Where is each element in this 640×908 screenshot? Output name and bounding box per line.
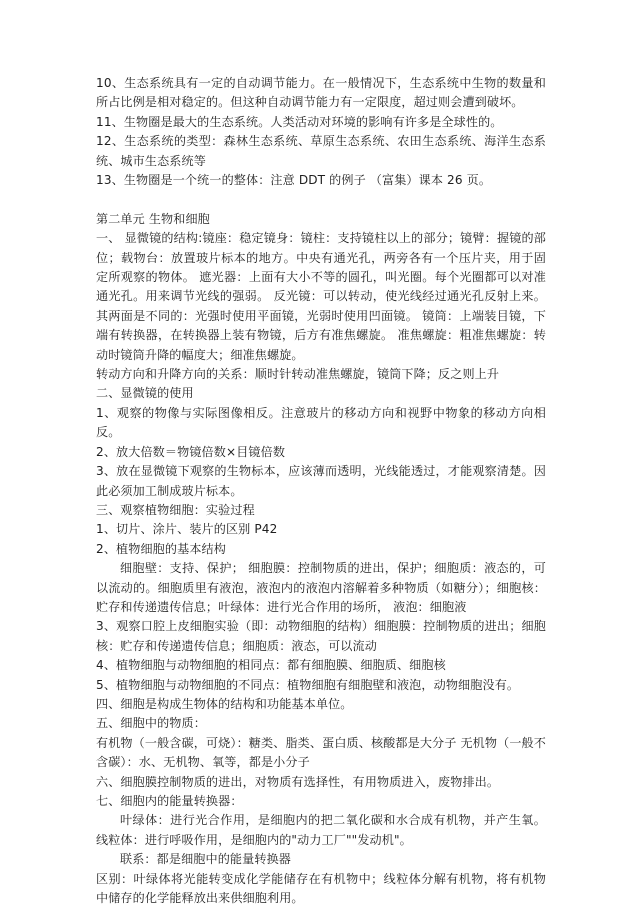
heading-section-two-microscope-use: 二、显微镜的使用 (96, 386, 194, 401)
paragraph-use-item-1: 1、观察的物像与实际图像相反。注意玻片的移动方向和视野中物象的移动方向相反。 (96, 405, 546, 440)
paragraph-plant-item-4: 4、植物细胞与动物细胞的相同点：都有细胞膜、细胞质、细胞核 (96, 658, 446, 673)
paragraph-plant-cell-structure-detail: 细胞壁：支持、保护； 细胞膜：控制物质的进出，保护；细胞质：液态的，可以流动的。细胞质里有液泡，液泡内的液泡内溶解着多种物质（如糖分）；细胞核：贮存和传递遗传信息；叶绿体：进行光合作用的场所， 液泡：细胞液 (96, 561, 546, 614)
paragraph-plant-item-1: 1、切片、涂片、装片的区别 P42 (96, 522, 278, 537)
paragraph-spacer (96, 190, 546, 209)
paragraph-plant-item-2: 2、植物细胞的基本结构 (96, 541, 226, 556)
paragraph-item-12: 12、生态系统的类型：森林生态系统、草原生态系统、农田生态系统、海洋生态系统、城市生态系统等 (96, 134, 546, 168)
paragraph-item-10: 10、生态系统具有一定的自动调节能力。在一般情况下，生态系统中生物的数量和所占比例是相对稳定的。但这种自动调节能力有一定限度，超过则会遭到破坏。 (96, 76, 546, 110)
paragraph-section-four-cell-basic-unit: 四、细胞是构成生物体的结构和功能基本单位。 (96, 696, 353, 711)
paragraph-item-13: 13、生物圈是一个统一的整体：注意 DDT 的例子 （富集）课本 26 页。 (96, 173, 492, 188)
heading-section-seven-energy-converters: 七、细胞内的能量转换器： (96, 794, 243, 809)
heading-section-three-observe-plant-cell: 三、观察植物细胞：实验过程 (96, 502, 255, 517)
paragraph-plant-item-5: 5、植物细胞与动物细胞的不同点：植物细胞有细胞壁和液泡，动物细胞没有。 (96, 677, 520, 692)
heading-section-five-substances-in-cell: 五、细胞中的物质： (96, 716, 206, 731)
paragraph-rotation-direction-relation: 转动方向和升降方向的关系：顺时针转动准焦螺旋，镜筒下降；反之则上升 (96, 367, 500, 382)
paragraph-substances-detail: 有机物（一般含碳，可烧）：糖类、脂类、蛋白质、核酸都是大分子 无机物（一般不含碳）：水、无机物、氧等，都是小分子 (96, 735, 546, 770)
paragraph-plant-item-3: 3、观察口腔上皮细胞实验（即：动物细胞的结构）细胞膜：控制物质的进出；细胞核：贮存和传递遗传信息；细胞质：液态，可以流动 (96, 619, 546, 653)
paragraph-energy-converters-detail: 叶绿体：进行光合作用，是细胞内的把二氧化碳和水合成有机物，并产生氧。 线粒体：进行呼吸作用，是细胞内的"动力工厂""发动机"。 (96, 813, 550, 847)
paragraph-use-item-2: 2、放大倍数＝物镜倍数×目镜倍数 (96, 444, 286, 459)
document-body (96, 74, 550, 908)
paragraph-use-item-3: 3、放在显微镜下观察的生物标本，应该薄而透明，光线能透过，才能观察清楚。因此必须加工制成玻片标本。 (96, 464, 546, 498)
paragraph-section-one-microscope-structure: 一、 显微镜的结构:镜座：稳定镜身：镜柱：支持镜柱以上的部分；镜臂：握镜的部位；载物台：放置玻片标本的地方。中央有通光孔，两旁各有一个压片夹，用于固定所观察的物体。 遮光器：上面有大小不等的圆孔，叫光圈。每个光圈都可以对准通光孔。用来调节光线的强弱。 反光镜：可以转动，使光线经过通光孔反射上来。其两面是不同的：光强时使用平面镜，光弱时使用凹面镜。 镜筒：上端装目镜，下端有转换器，在转换器上装有物镜，后方有准焦螺旋。 准焦螺旋：粗准焦螺旋：转动时镜筒升降的幅度大；细准焦螺旋。 (96, 231, 546, 362)
paragraph-energy-converters-difference: 区别：叶绿体将光能转变成化学能储存在有机物中；线粒体分解有机物，将有机物中储存的化学能释放出来供细胞利用。 (96, 871, 546, 906)
paragraph-section-six-membrane-control: 六、细胞膜控制物质的进出，对物质有选择性，有用物质进入，废物排出。 (96, 774, 500, 789)
paragraph-energy-converters-connection: 联系：都是细胞中的能量转换器 (120, 852, 292, 867)
paragraph-item-11: 11、生物圈是最大的生态系统。人类活动对环境的影响有许多是全球性的。 (96, 114, 503, 129)
heading-unit-two: 第二单元 生物和细胞 (96, 211, 210, 226)
